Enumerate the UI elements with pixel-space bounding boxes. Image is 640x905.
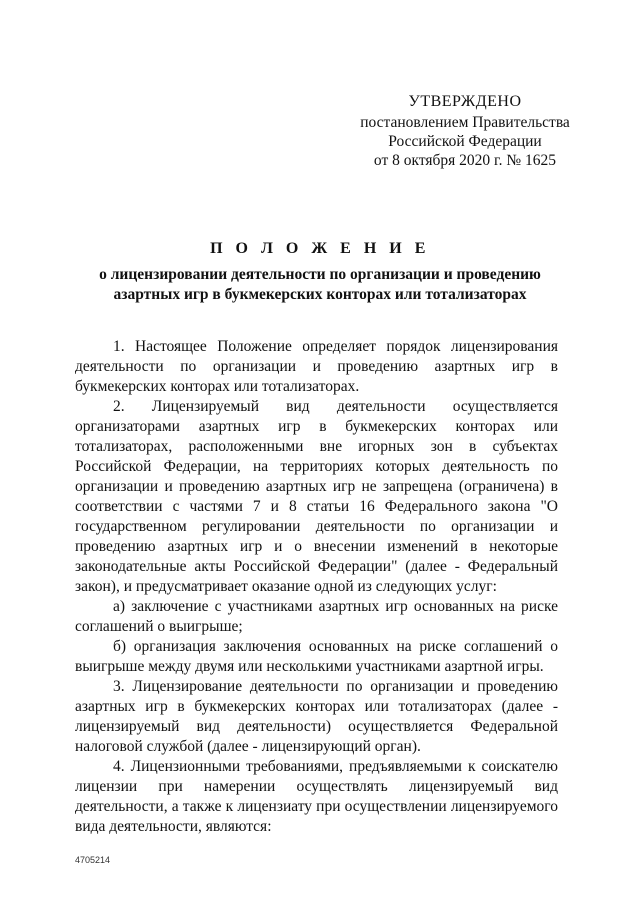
approval-block — [330, 92, 600, 170]
approval-line-date-number: от 8 октября 2020 г. № 1625 — [373, 152, 557, 169]
paragraph-4: 4. Лицензионными требованиями, предъявляемыми к соискателю лицензии при намерении осуществлять лицензируемый вид деятельности, а также к лицензиату при осуществлении лицензируемого вида деятельности, являются: — [75, 758, 558, 835]
document-title: П О Л О Ж Е Н И Е — [210, 240, 430, 257]
document-subtitle — [70, 265, 570, 305]
document-body — [75, 337, 558, 837]
paragraph-2a: а) заключение с участниками азартных игр основанных на риске соглашений о выигрыше; — [75, 598, 558, 635]
paragraph-2b: б) организация заключения основанных на риске соглашений о выигрыше между двумя или несколькими участниками азартной игры. — [75, 638, 558, 675]
paragraph-1: 1. Настоящее Положение определяет порядок лицензирования деятельности по организации и проведению азартных игр в букмекерских конторах или тотализаторах. — [75, 338, 558, 395]
approval-line-decree: постановлением Правительства — [360, 114, 570, 131]
subtitle-line-2: азартных игр в букмекерских конторах или тотализаторах — [113, 286, 527, 303]
paragraph-3: 3. Лицензирование деятельности по организации и проведению азартных игр в букмекерских конторах или тотализаторах (далее - лицензируемый вид деятельности) осуществляется Федеральной налоговой службой (далее - лицензирующий орган). — [75, 678, 558, 755]
document-code: 4705214 — [75, 855, 111, 865]
paragraph-2: 2. Лицензируемый вид деятельности осуществляется организаторами азартных игр в букмекерских конторах или тотализаторах, расположенными вне игорных зон в субъектах Российской Федерации, на территориях которых деятельность по организации и проведению азартных игр не запрещена (ограничена) в соответствии с частями 7 и 8 статьи 16 Федерального закона "О государственном регулировании деятельности по организации и проведению азартных игр и о внесении изменений в некоторые законодательные акты Российской Федерации" (далее - Федеральный закон), и предусматривает оказание одной из следующих услуг: — [75, 398, 558, 595]
subtitle-line-1: о лицензировании деятельности по организации и проведению — [99, 266, 541, 283]
approval-heading: УТВЕРЖДЕНО — [408, 93, 522, 110]
approval-line-federation: Российской Федерации — [388, 133, 542, 150]
